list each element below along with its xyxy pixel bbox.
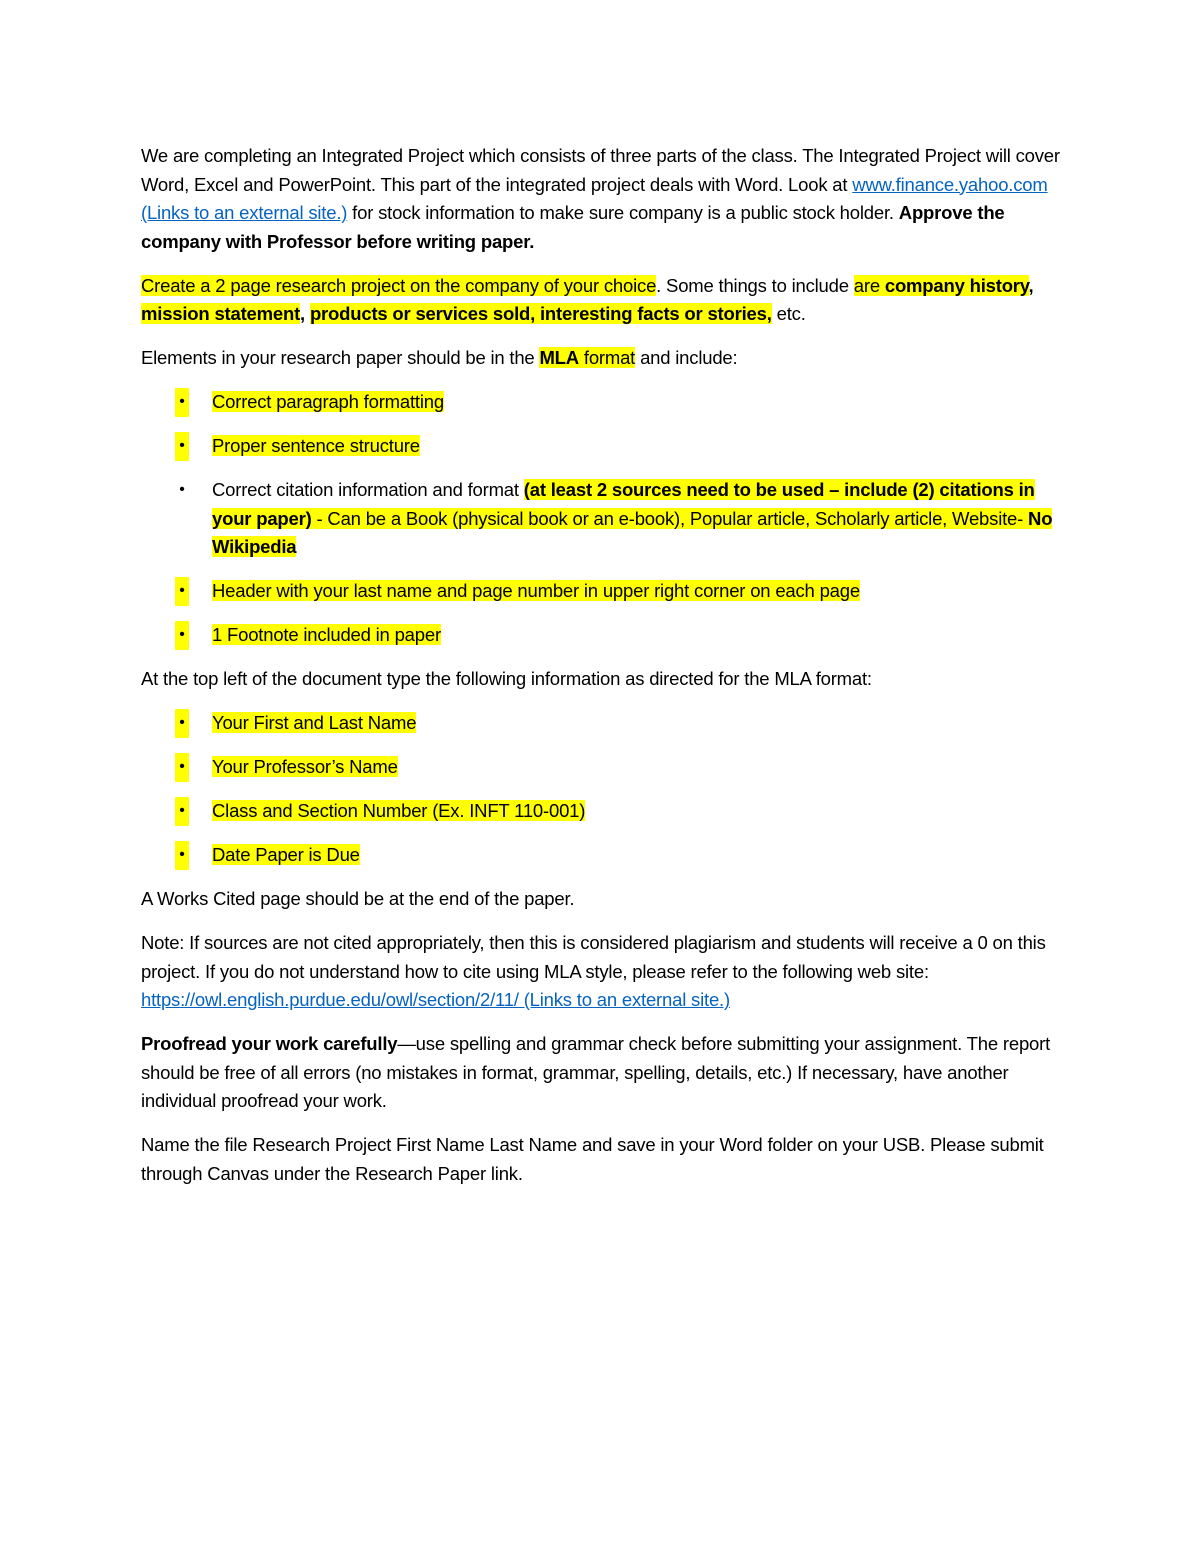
include-etc: etc.: [771, 303, 806, 324]
works-cited-paragraph: A Works Cited page should be at the end of the paper.: [141, 888, 575, 909]
list-item-text: Your Professor’s Name: [212, 756, 398, 777]
proofread-text: —use spelling and grammar check before submitting your assignment. The report should be free of all errors (no mistakes in format, grammar, spelling, details, etc.) If necessary, have another individual proofread your work.: [141, 1033, 1051, 1111]
purdue-owl-link[interactable]: https://owl.english.purdue.edu/owl/section/2/11/ (Links to an external site.): [141, 989, 730, 1010]
list-item: [141, 621, 1076, 650]
include-are: are: [853, 274, 885, 296]
heading-info-list: [141, 709, 1076, 870]
assignment-highlight: Create a 2 page research project on the company of your choice: [141, 274, 657, 296]
approval-note: Approve the company with Professor before writing paper.: [141, 202, 1005, 252]
elements-paragraph: [141, 344, 1076, 373]
no-wikipedia: No Wikipedia: [212, 507, 1053, 557]
requirements-list: [141, 388, 1076, 650]
proofread-bold: Proofread your work carefully: [141, 1033, 398, 1054]
plagiarism-note-paragraph: [141, 929, 1076, 1015]
assignment-text: . Some things to include: [656, 274, 854, 296]
list-item: [141, 841, 1076, 870]
list-item-text: 1 Footnote included in paper: [212, 624, 441, 645]
list-item: [141, 577, 1076, 606]
include-history: company history: [884, 274, 1029, 296]
list-item: [141, 709, 1076, 738]
sources-types: - Can be a Book (physical book or an e-book), Popular article, Scholarly article, Website-: [311, 507, 1029, 529]
bullet-icon: •: [179, 481, 185, 498]
elements-text: Elements in your research paper should be in the: [141, 347, 540, 368]
note-text: Note: If sources are not cited appropriately, then this is considered plagiarism and students will receive a 0 on this project. If you do not understand how to cite using MLA style, please refer to the following web site:: [141, 932, 1046, 982]
elements-text-2: and include:: [635, 347, 738, 368]
bullet-icon: •: [175, 621, 189, 650]
bullet-icon: •: [175, 577, 189, 606]
list-item-text: Class and Section Number (Ex. INFT 110-001): [212, 800, 586, 821]
include-products: products or services sold, interesting facts or stories,: [309, 303, 772, 324]
mla-format-highlight: [539, 347, 635, 368]
heading-info-paragraph: At the top left of the document type the following information as directed for the MLA format:: [141, 668, 872, 689]
include-list-highlight: [854, 275, 1029, 296]
comma-2: ,: [300, 303, 305, 324]
bullet-icon: •: [175, 388, 189, 417]
list-item-text: Date Paper is Due: [212, 844, 360, 865]
list-item-text: Correct citation information and format: [212, 479, 524, 500]
list-item: [141, 388, 1076, 417]
bullet-icon: •: [175, 432, 189, 461]
submission-paragraph: Name the file Research Project First Name Last Name and save in your Word folder on your USB. Please submit through Canvas under the Research Paper link.: [141, 1134, 1044, 1184]
bullet-icon: •: [175, 797, 189, 826]
list-item-text: Header with your last name and page number in upper right corner on each page: [212, 580, 860, 601]
list-item: [141, 753, 1076, 782]
assignment-paragraph: [141, 272, 1076, 329]
document-body: [141, 142, 1076, 1204]
yahoo-finance-link[interactable]: www.finance.yahoo.com (Links to an external site.): [141, 173, 1048, 223]
sources-requirement: (at least 2 sources need to be used – include (2) citations in your paper): [212, 479, 1035, 529]
intro-text: We are completing an Integrated Project which consists of three parts of the class. The Integrated Project will cover Word, Excel and PowerPoint. This part of the integrated project deals with Word. Look at: [141, 145, 1060, 195]
mla-bold: MLA: [539, 347, 579, 368]
proofread-paragraph: [141, 1030, 1076, 1116]
comma-1: ,: [1028, 274, 1034, 296]
intro-paragraph: [141, 142, 1076, 256]
include-mission: mission statement: [141, 303, 301, 324]
bullet-icon: •: [175, 841, 189, 870]
list-item-text: Proper sentence structure: [212, 435, 420, 456]
intro-text-2: for stock information to make sure company is a public stock holder.: [347, 202, 899, 223]
list-item-text: Your First and Last Name: [212, 712, 417, 733]
bullet-icon: •: [175, 753, 189, 782]
list-item-text: Correct paragraph formatting: [212, 391, 444, 412]
list-item: [141, 432, 1076, 461]
list-item: [141, 797, 1076, 826]
list-item: [141, 476, 1076, 562]
format-word: format: [578, 347, 636, 368]
bullet-icon: •: [175, 709, 189, 738]
